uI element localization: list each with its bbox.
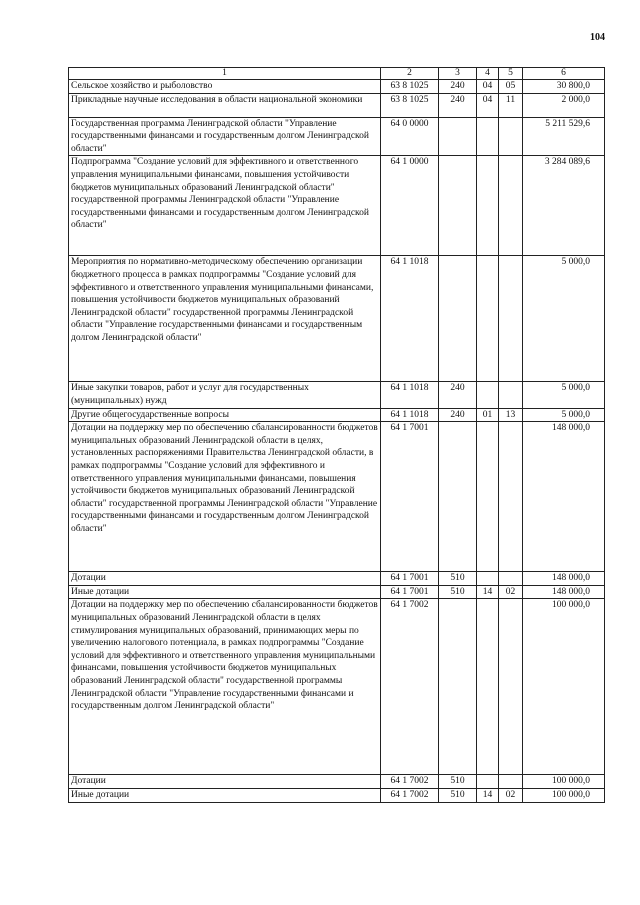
expense-type: 510	[439, 585, 477, 599]
target-code: 63 8 1025	[381, 93, 439, 117]
target-code: 64 1 7001	[381, 422, 439, 572]
table-row	[69, 775, 605, 789]
section-code	[477, 775, 499, 789]
target-code: 64 1 7002	[381, 775, 439, 789]
subsection-code	[499, 156, 523, 256]
item-name: Подпрограмма "Создание условий для эффективного и ответственного управления муниципальными финансами, повышения устойчивости бюджетов муниципальных образований Ленинградской области" государственной программы Ленинградской области "Управление государственными финансами и государственным долгом Ленинградской области"	[69, 156, 381, 256]
amount: 5 000,0	[523, 382, 605, 408]
table-row	[69, 93, 605, 117]
subsection-code	[499, 117, 523, 156]
table-body	[69, 80, 605, 803]
item-name: Другие общегосударственные вопросы	[69, 408, 381, 422]
expense-type: 240	[439, 382, 477, 408]
budget-table	[68, 67, 605, 803]
section-code: 04	[477, 80, 499, 94]
item-name: Иные дотации	[69, 585, 381, 599]
amount: 148 000,0	[523, 422, 605, 572]
amount: 100 000,0	[523, 775, 605, 789]
item-name: Дотации	[69, 572, 381, 586]
amount: 5 000,0	[523, 256, 605, 382]
expense-type: 510	[439, 775, 477, 789]
expense-type: 240	[439, 408, 477, 422]
amount: 100 000,0	[523, 788, 605, 802]
subsection-code: 13	[499, 408, 523, 422]
table-row	[69, 788, 605, 802]
target-code: 64 1 1018	[381, 382, 439, 408]
expense-type: 510	[439, 788, 477, 802]
subsection-code	[499, 382, 523, 408]
section-code	[477, 572, 499, 586]
item-name: Иные закупки товаров, работ и услуг для государственных (муниципальных) нужд	[69, 382, 381, 408]
target-code: 64 1 7002	[381, 599, 439, 775]
target-code: 64 1 0000	[381, 156, 439, 256]
target-code: 63 8 1025	[381, 80, 439, 94]
expense-type	[439, 156, 477, 256]
table-row	[69, 408, 605, 422]
table-row	[69, 572, 605, 586]
subsection-code: 02	[499, 788, 523, 802]
expense-type: 510	[439, 572, 477, 586]
section-code: 14	[477, 788, 499, 802]
amount: 5 000,0	[523, 408, 605, 422]
subsection-code	[499, 599, 523, 775]
table-row	[69, 599, 605, 775]
subsection-code	[499, 256, 523, 382]
subsection-code: 05	[499, 80, 523, 94]
amount: 100 000,0	[523, 599, 605, 775]
table-row	[69, 156, 605, 256]
target-code: 64 1 7001	[381, 585, 439, 599]
item-name: Дотации на поддержку мер по обеспечению сбалансированности бюджетов муниципальных образований Ленинградской области в целях, установленных распоряжениями Правительства Ленинградской области, в рамках подпрограммы "Создание условий для эффективного и ответственного управления муниципальными финансами, повышения устойчивости бюджетов муниципальных образований Ленинградской области" государственной программы Ленинградской области "Управление государственными финансами и государственным долгом Ленинградской области"	[69, 422, 381, 572]
amount: 2 000,0	[523, 93, 605, 117]
item-name: Мероприятия по нормативно-методическому обеспечению организации бюджетного процесса в рамках подпрограммы "Создание условий для эффективного и ответственного управления муниципальными финансами, повышения устойчивости бюджетов муниципальных образований Ленинградской области" государственной программы Ленинградской области "Управление государственными финансами и государственным долгом Ленинградской области"	[69, 256, 381, 382]
subsection-code	[499, 422, 523, 572]
subsection-code: 11	[499, 93, 523, 117]
table-row	[69, 422, 605, 572]
header-cell: 4	[477, 68, 499, 80]
header-row	[69, 68, 605, 80]
section-code: 04	[477, 93, 499, 117]
header-cell: 6	[523, 68, 605, 80]
target-code: 64 1 7001	[381, 572, 439, 586]
target-code: 64 0 0000	[381, 117, 439, 156]
expense-type	[439, 422, 477, 572]
table-row	[69, 585, 605, 599]
expense-type: 240	[439, 93, 477, 117]
expense-type	[439, 256, 477, 382]
target-code: 64 1 1018	[381, 256, 439, 382]
header-cell: 1	[69, 68, 381, 80]
section-code: 01	[477, 408, 499, 422]
amount: 30 800,0	[523, 80, 605, 94]
table-row	[69, 256, 605, 382]
expense-type	[439, 599, 477, 775]
table-row	[69, 117, 605, 156]
header-cell: 3	[439, 68, 477, 80]
section-code: 14	[477, 585, 499, 599]
item-name: Дотации на поддержку мер по обеспечению сбалансированности бюджетов муниципальных образований Ленинградской области в целях стимулирования муниципальных образований, принимающих меры по увеличению налогового потенциала, в рамках подпрограммы "Создание условий для эффективного и ответственного управления муниципальными финансами, повышения устойчивости бюджетов муниципальных образований Ленинградской области" государственной программы Ленинградской области "Управление государственными финансами и государственным долгом Ленинградской области"	[69, 599, 381, 775]
target-code: 64 1 7002	[381, 788, 439, 802]
subsection-code: 02	[499, 585, 523, 599]
page-number: 104	[590, 32, 605, 43]
subsection-code	[499, 572, 523, 586]
amount: 5 211 529,6	[523, 117, 605, 156]
expense-type	[439, 117, 477, 156]
section-code	[477, 256, 499, 382]
item-name: Дотации	[69, 775, 381, 789]
amount: 148 000,0	[523, 572, 605, 586]
item-name: Государственная программа Ленинградской области "Управление государственными финансами и государственным долгом Ленинградской области"	[69, 117, 381, 156]
section-code	[477, 422, 499, 572]
header-cell: 2	[381, 68, 439, 80]
section-code	[477, 117, 499, 156]
item-name: Прикладные научные исследования в области национальной экономики	[69, 93, 381, 117]
table-row	[69, 80, 605, 94]
section-code	[477, 382, 499, 408]
item-name: Иные дотации	[69, 788, 381, 802]
amount: 148 000,0	[523, 585, 605, 599]
subsection-code	[499, 775, 523, 789]
target-code: 64 1 1018	[381, 408, 439, 422]
item-name: Сельское хозяйство и рыболовство	[69, 80, 381, 94]
header-cell: 5	[499, 68, 523, 80]
expense-type: 240	[439, 80, 477, 94]
table-row	[69, 382, 605, 408]
amount: 3 284 089,6	[523, 156, 605, 256]
section-code	[477, 599, 499, 775]
section-code	[477, 156, 499, 256]
